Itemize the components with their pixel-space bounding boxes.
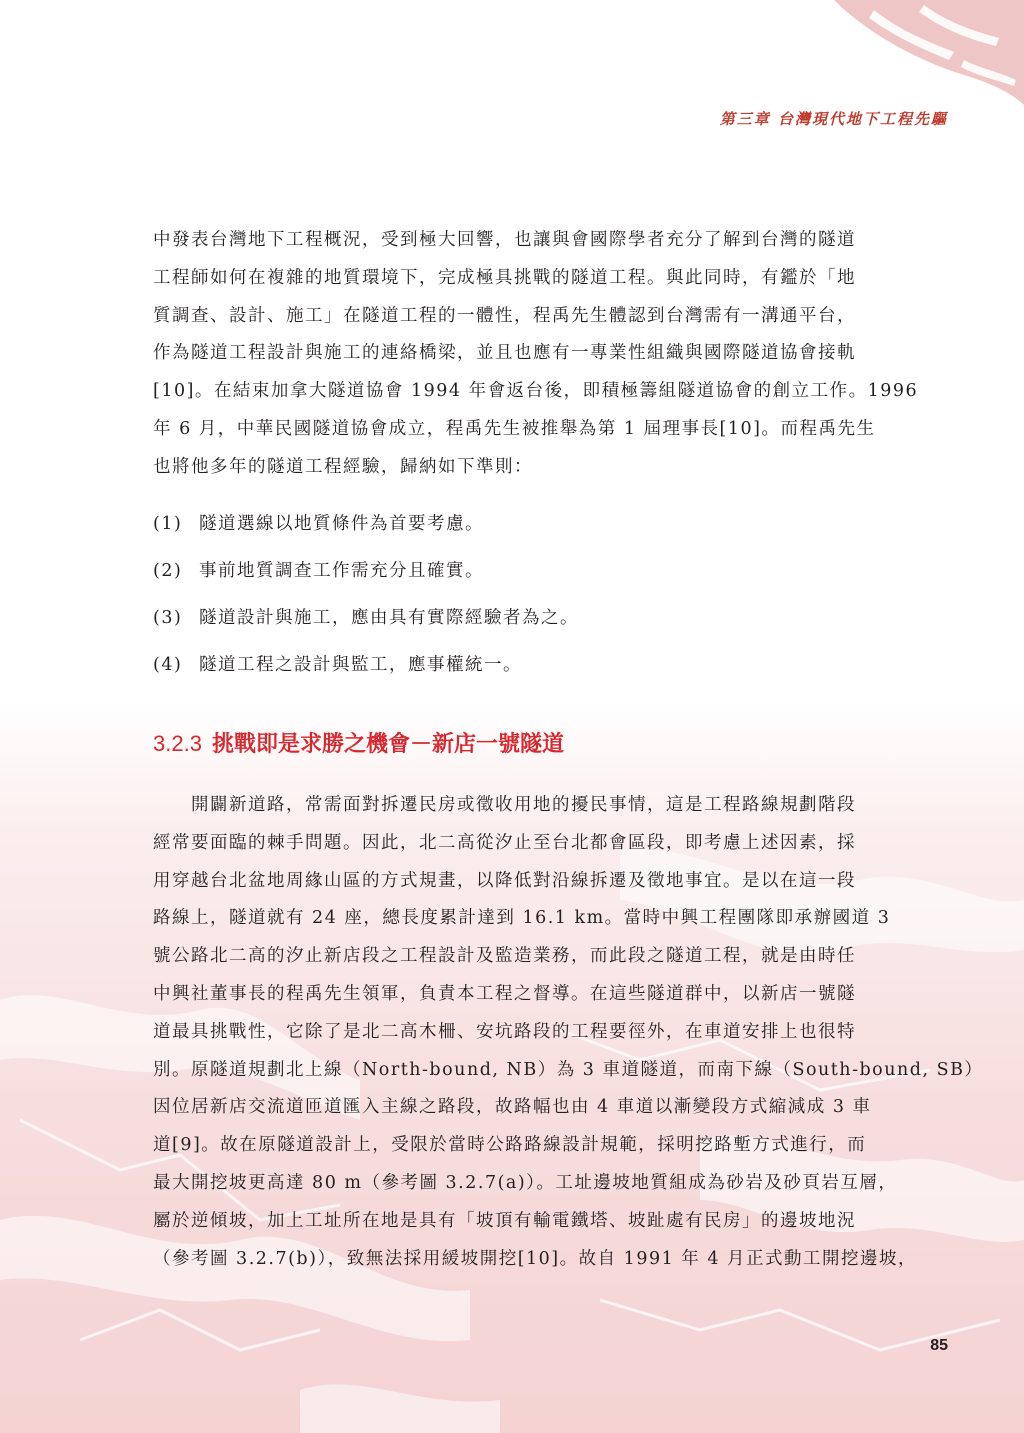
text-line: 也將他多年的隧道工程經驗，歸納如下準則： — [153, 456, 533, 477]
page-number: 85 — [930, 1337, 948, 1354]
rules-list — [153, 506, 579, 694]
text-line: 質調查、設計、施工」在隧道工程的一體性，程禹先生體認到台灣需有一溝通平台， — [153, 305, 856, 326]
chapter-header: 第三章 台灣現代地下工程先驅 — [719, 110, 948, 128]
list-item — [153, 506, 579, 553]
list-number: (1) — [153, 514, 183, 534]
list-text: 事前地質調查工作需充分且確實。 — [199, 561, 484, 581]
text-line: 經常要面臨的棘手問題。因此，北二高從汐止至台北都會區段，即考慮上述因素，採 — [153, 832, 856, 853]
list-number: (3) — [153, 608, 183, 628]
list-text: 隧道選線以地質條件為首要考慮。 — [199, 514, 484, 534]
list-number: (4) — [153, 655, 183, 675]
text-line: 年 6 月，中華民國隧道協會成立，程禹先生被推舉為第 1 屆理事長[10]。而程禹先生 — [153, 418, 876, 439]
list-number: (2) — [153, 561, 183, 581]
text-line: 道最具挑戰性，它除了是北二高木柵、安坑路段的工程要徑外，在車道安排上也很特 — [153, 1021, 856, 1042]
list-item — [153, 553, 579, 600]
text-line: 最大開挖坡更高達 80 m（參考圖 3.2.7(a)）。工址邊坡地質組成為砂岩及砂頁岩互層， — [153, 1172, 898, 1193]
list-item — [153, 600, 579, 647]
text-line: 屬於逆傾坡，加上工址所在地是具有「坡頂有輸電鐵塔、坡趾處有民房」的邊坡地況 — [153, 1210, 856, 1231]
text-line: 作為隧道工程設計與施工的連絡橋梁，並且也應有一專業性組織與國際隧道協會接軌 — [153, 343, 856, 364]
section-number: 3.2.3 — [153, 731, 202, 756]
text-line: 用穿越台北盆地周緣山區的方式規畫，以降低對沿線拆遷及徵地事宜。是以在這一段 — [153, 870, 856, 891]
list-text: 隧道設計與施工，應由具有實際經驗者為之。 — [199, 608, 579, 628]
text-line: 路線上，隧道就有 24 座，總長度累計達到 16.1 km。當時中興工程團隊即承辦國道 3 — [153, 908, 891, 929]
list-item — [153, 647, 579, 694]
text-line: 開闢新道路，常需面對拆遷民房或徵收用地的擾民事情，這是工程路線規劃階段 — [153, 795, 856, 815]
text-line: 工程師如何在複雜的地質環境下，完成極具挑戰的隧道工程。與此同時，有鑑於「地 — [153, 267, 856, 288]
section-title: 挑戰即是求勝之機會－新店一號隧道 — [211, 732, 564, 757]
text-line: 道[9]。故在原隧道設計上，受限於當時公路路線設計規範，採明挖路塹方式進行，而 — [153, 1135, 867, 1156]
text-line: 號公路北二高的汐止新店段之工程設計及監造業務，而此段之隧道工程，就是由時任 — [153, 946, 856, 967]
section-heading — [153, 727, 564, 758]
corner-decoration — [804, 0, 1024, 114]
paragraph-2 — [153, 787, 984, 1278]
list-text: 隧道工程之設計與監工，應事權統一。 — [199, 655, 522, 675]
text-line: 因位居新店交流道匝道匯入主線之路段，故路幅也由 4 車道以漸變段方式縮減成 3 車 — [153, 1097, 872, 1118]
text-line: [10]。在結束加拿大隧道協會 1994 年會返台後，即積極籌組隧道協會的創立工作。1996 — [153, 381, 919, 402]
text-line: （參考圖 3.2.7(b)），致無法採用緩坡開挖[10]。故自 1991 年 4 月正式動工開挖邊坡， — [153, 1248, 918, 1269]
text-line: 中興社董事長的程禹先生領軍，負責本工程之督導。在這些隧道群中，以新店一號隧 — [153, 983, 856, 1004]
text-line: 別。原隧道規劃北上線（North-bound, NB）為 3 車道隧道，而南下線（South-bound, SB） — [153, 1059, 984, 1080]
text-line: 中發表台灣地下工程概況，受到極大回響，也讓與會國際學者充分了解到台灣的隧道 — [153, 230, 856, 250]
paragraph-1 — [153, 222, 919, 487]
